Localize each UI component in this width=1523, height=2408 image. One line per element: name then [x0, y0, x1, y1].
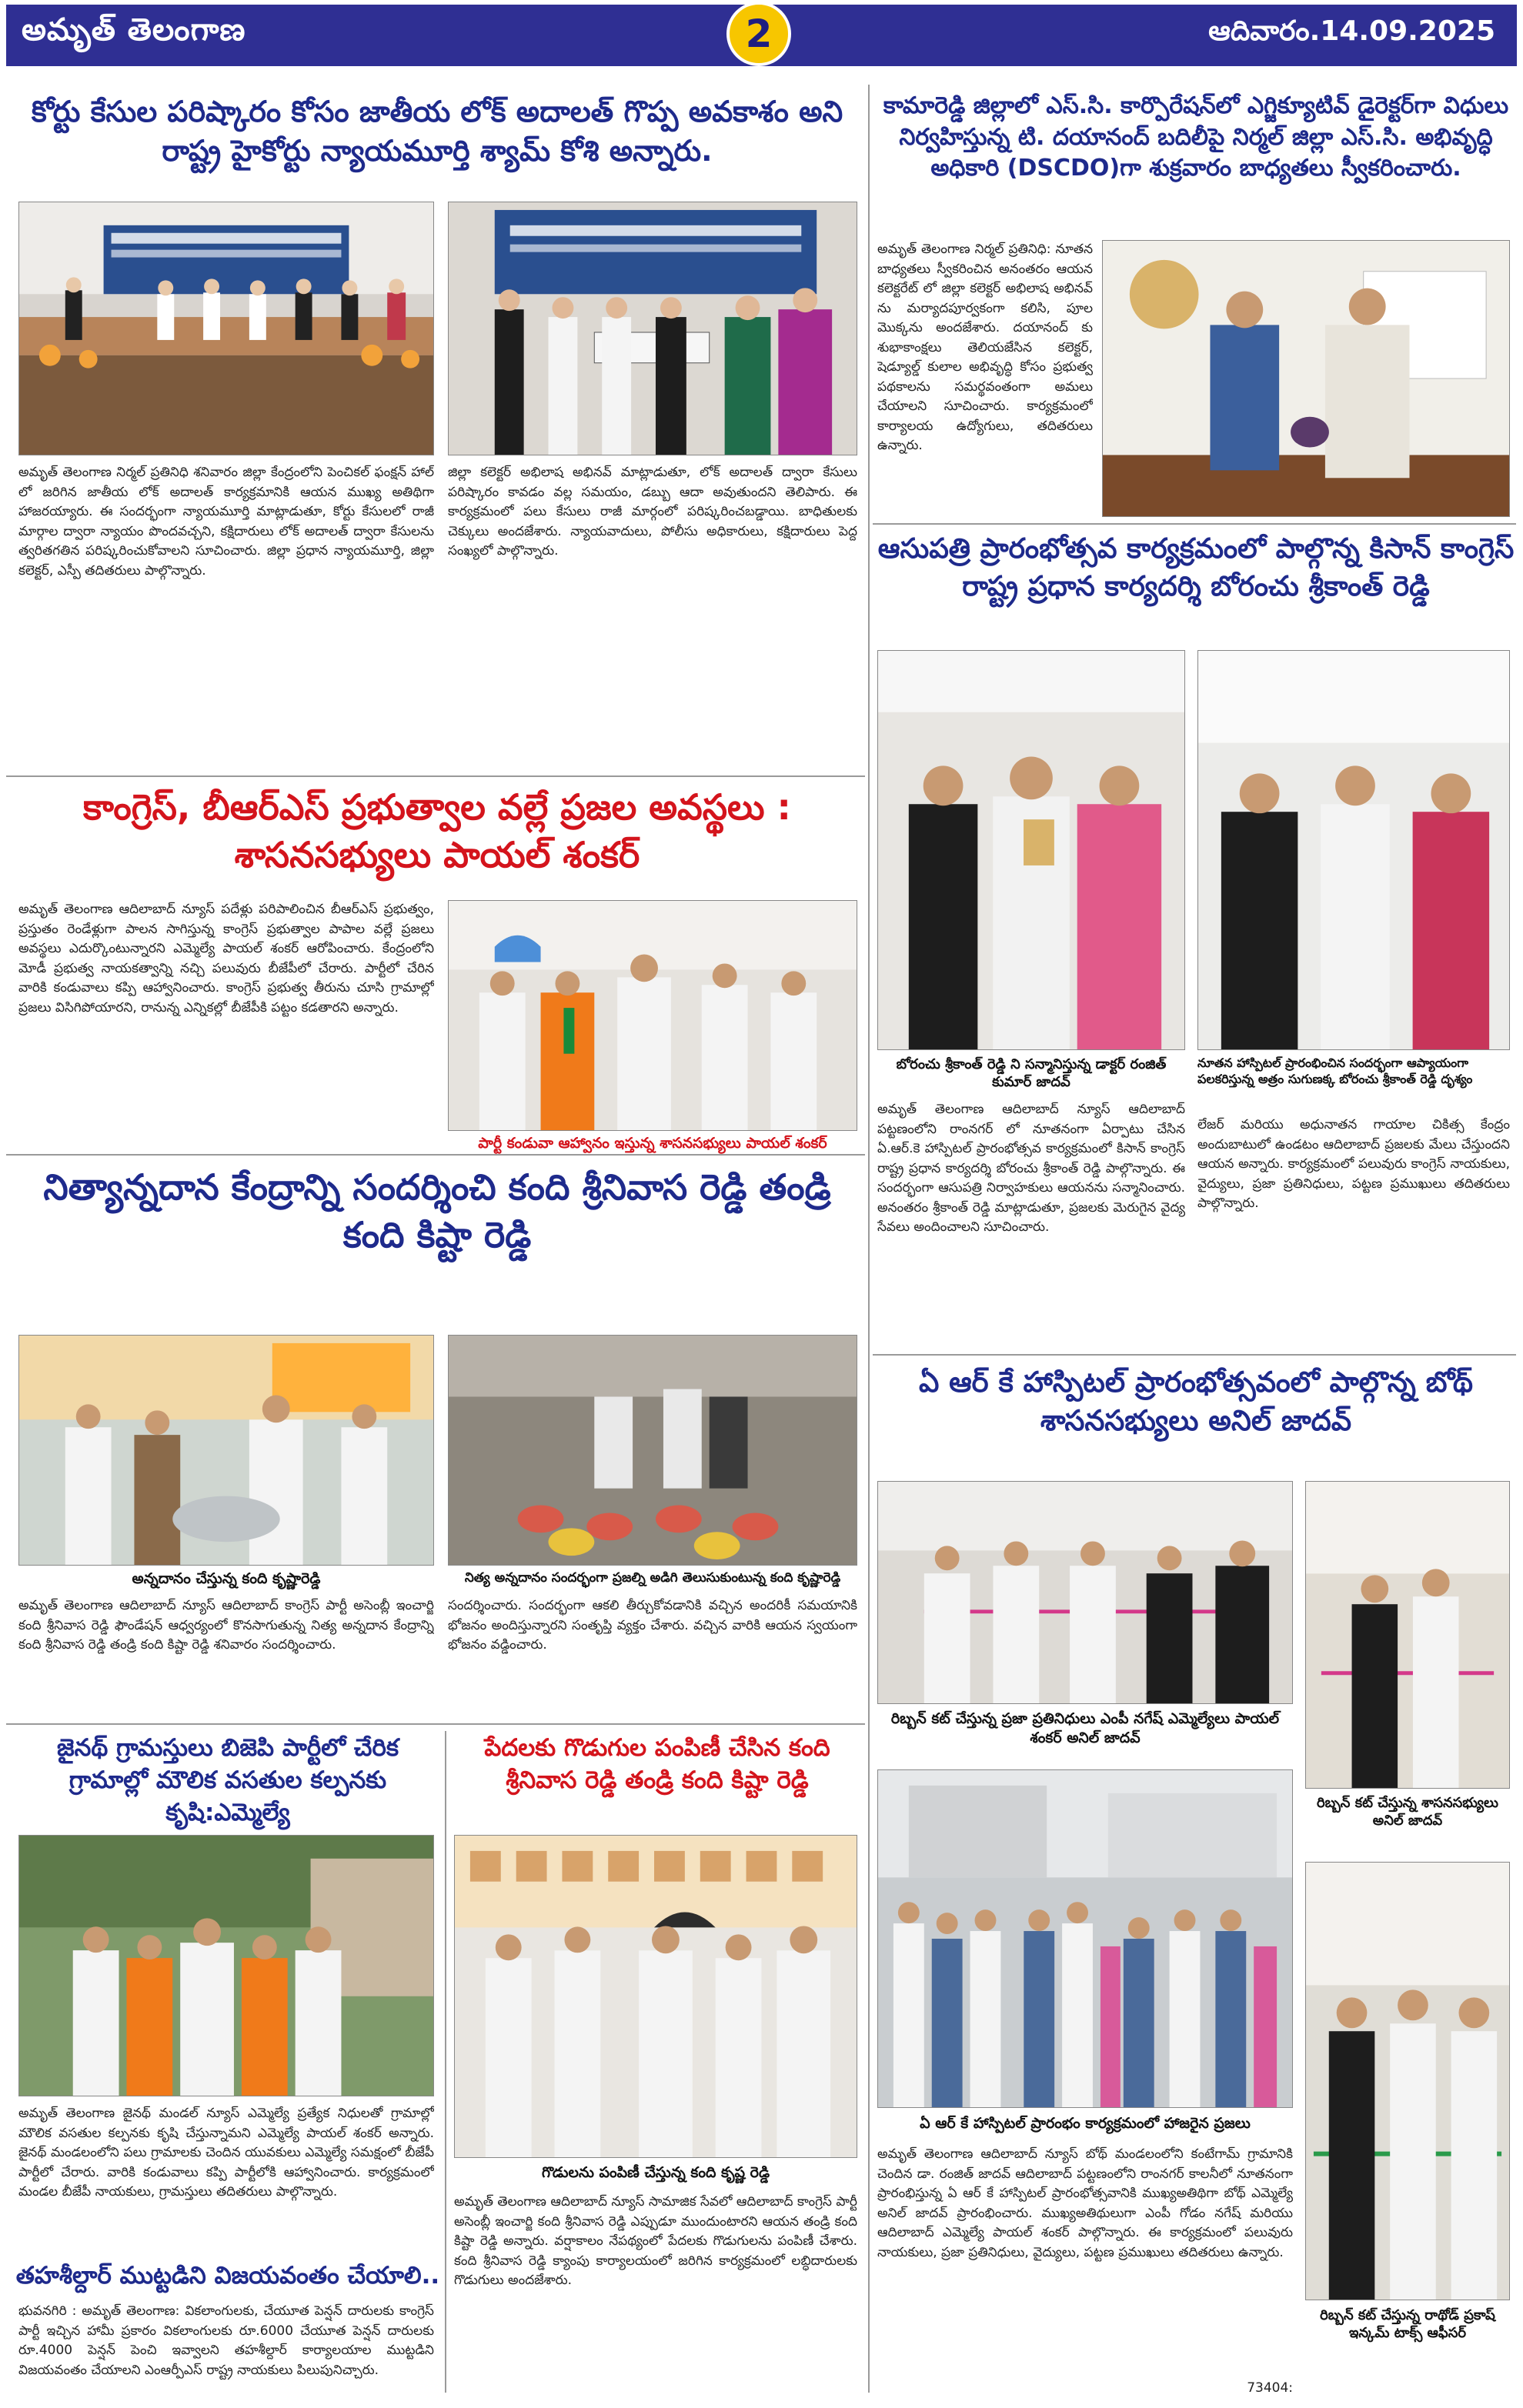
caption-umbrella-distribution: గొడులను పంపిణీ చేస్తున్న కంది కృష్ణ రెడ్డి: [541, 2164, 770, 2181]
photo-lok-adalat-cheque: [448, 202, 857, 455]
body-ark-hospital: అమృత్ తెలంగాణ ఆదిలాబాద్ న్యూస్ బోథ్ మండలంలోని కంటేగామ్ గ్రామానికి చెందిన డా. రంజిత్ జాదవ్ ఆదిలాబాద్ పట్టణంలోని రాంనగర్ కాలనీలో నూతనంగా ప్రారంభిస్తున్న ఏ ఆర్ కే హాస్పిటల్ ప్రారంభోత్సవానికి ముఖ్యఅతిథిగా బోథ్ ఎమ్మెల్యే అనిల్ జాదవ్ ప్రారంభించారు. ముఖ్యఅతిథులుగా ఎంపీ గోడం నగేష్ మరియు ఆదిలాబాద్ ఎమ్మెల్యే పాయల్ శంకర్ పాల్గొన్నారు. ఈ కార్యక్రమంలో పలువురు నాయకులు, ప్రజా ప్రతినిధులు, వైద్యులు, పట్టణ ప్రముఖులు తదితరులు ఉన్నారు.: [877, 2146, 1293, 2260]
photo-hospital-felicitation: [877, 650, 1185, 1050]
body-bjp-joining: అమృత్ తెలంగాణ జైనథ్ మండల్ న్యూస్ ఎమ్మెల్యే ప్రత్యేక నిధులతో గ్రామాల్లో మౌలిక వసతుల కల్పనకు కృషి చేస్తున్నామని ఎమ్మెల్యే పాయల్ శంకర్ అన్నారు. జైనథ్ మండలంలోని పలు గ్రామాలకు చెందిన యువకులు ఎమ్మెల్యే సమక్షంలో బీజేపీ పార్టీలో చేరారు. వారికి కండువాలు కప్పి పార్టీలోకి ఆహ్వానించారు. కార్యక్రమంలో మండల బీజేపీ నాయకులు, గ్రామస్తులు తదితరులు పాల్గొన్నారు.: [18, 2106, 434, 2200]
photo-umbrella-distribution: [454, 1835, 857, 2158]
photo-party-joining: [448, 900, 857, 1131]
photo-ark-crowd: [877, 1769, 1293, 2108]
section-divider: [6, 1723, 865, 1725]
body-lok-adalat-left: అమృత్ తెలంగాణ నిర్మల్ ప్రతినిధి శనివారం జిల్లా కేంద్రంలోని పెంచికల్ ఫంక్షన్ హాల్ లో జరిగిన జాతీయ లోక్ అదాలత్ కార్యక్రమానికి ఆయన ముఖ్య అతిథిగా హాజరయ్యారు. ఈ సందర్భంగా న్యాయమూర్తి మాట్లాడుతూ, కోర్టు కేసులలో రాజీ మార్గాల ద్వారా న్యాయం పొందవచ్చని, కక్షిదారులు లోక్ అదాలత్ ద్వారా కేసులను త్వరితగతిన పరిష్కరించుకోవాలని సూచించారు. జిల్లా ప్రధాన న్యాయమూర్తి, జిల్లా కలెక్టర్, ఎస్పీ తదితరులు పాల్గొన్నారు.: [18, 465, 434, 579]
photo-ark-ribbon-officer: [1305, 1862, 1510, 2300]
section-divider: [873, 1354, 1516, 1356]
section-divider: [6, 775, 865, 777]
article-code: 73404:: [1247, 2380, 1293, 2396]
photo-dscdo-meeting: [1102, 240, 1510, 517]
caption-ark-ribbon-officer: రిబ్బన్ కట్ చేస్తున్న రాథోడ్ ప్రకాష్ ఇన్కమ్ టాక్స్ ఆఫీసర్: [1320, 2307, 1495, 2342]
photo-annadanam-hall: [448, 1335, 857, 1566]
caption-hospital-felicitation: బోరంచు శ్రీకాంత్ రెడ్డి ని సన్మానిస్తున్న డాక్టర్ రంజిత్ కుమార్ జాదవ్: [896, 1056, 1167, 1091]
caption-ark-crowd: ఏ ఆర్ కే హాస్పిటల్ ప్రారంభం కార్యక్రమంలో హాజరైన ప్రజలు: [920, 2115, 1251, 2132]
section-divider: [873, 523, 1516, 525]
caption-annadanam-hall: నిత్య అన్నదానం సందర్భంగా ప్రజల్ని అడిగి తెలుసుకుంటున్న కంది కృష్ణారెడ్డి: [464, 1570, 841, 1586]
photo-ark-ribbon-side: [1305, 1481, 1510, 1789]
body-nityannadanam-left: అమృత్ తెలంగాణ ఆదిలాబాద్ న్యూస్ ఆదిలాబాద్ కాంగ్రెస్ పార్టీ అసెంబ్లీ ఇంచార్జి కంది శ్రీనివాస రెడ్డి ఫౌండేషన్ ఆధ్వర్యంలో కొనసాగుతున్న నిత్య అన్నదాన కేంద్రాన్ని కంది శ్రీనివాస రెడ్డి తండ్రి కంది కిష్టా రెడ్డి శనివారం సందర్శించారు.: [18, 1598, 434, 1653]
headline-umbrella-distribution: పేదలకు గొడుగుల పంపిణీ చేసిన కంది శ్రీనివాస రెడ్డి తండ్రి కంది కిష్టా రెడ్డి: [484, 1734, 830, 1794]
newspaper-title: అమృత్ తెలంగాణ: [22, 12, 246, 48]
photo-hospital-greeting: [1197, 650, 1510, 1050]
caption-annadanam-serving: అన్నదానం చేస్తున్న కంది కృష్ణారెడ్డి: [132, 1570, 321, 1587]
headline-hospital-opening: ఆసుపత్రి ప్రారంభోత్సవ కార్యక్రమంలో పాల్గొన్న కిసాన్ కాంగ్రెస్ రాష్ట్ర ప్రధాన కార్యదర్శి బోరంచు శ్రీకాంత్ రెడ్డి: [877, 533, 1515, 602]
issue-date: ఆదివారం.14.09.2025: [1208, 15, 1495, 47]
body-tahsildar: భువనగిరి : అమృత్ తెలంగాణ: వికలాంగులకు, చేయూత పెన్షన్ దారులకు కాంగ్రెస్ పార్టీ ఇచ్చిన హామీ ప్రకారం వికలాంగులకు రూ.6000 చేయూత పెన్షన్ దారులకు రూ.4000 పెన్షన్ పెంచి ఇవ్వాలని తహశీల్దార్ కార్యాలయాల ముట్టడిని విజయవంతం చేయాలని ఎంఆర్పీఎస్ రాష్ట్ర నాయకులు పిలుపునిచ్చారు.: [18, 2303, 434, 2378]
headline-payal-shankar: కాంగ్రెస్, బీఆర్ఎస్ ప్రభుత్వాల వల్లే ప్రజల అవస్థలు : శాసనసభ్యులు పాయల్ శంకర్: [83, 786, 791, 876]
caption-party-joining: పార్టీ కండువా ఆహ్వానం ఇస్తున్న శాసనసభ్యులు పాయల్ శంకర్: [478, 1135, 827, 1152]
photo-bjp-joining: [18, 1835, 434, 2096]
caption-ark-ribbon-cutting: రిబ్బన్ కట్ చేస్తున్న ప్రజా ప్రతినిధులు ఎంపీ నగేష్ ఎమ్మెల్యేలు పాయల్ శంకర్ అనిల్ జాదవ్: [890, 1710, 1280, 1746]
headline-bjp-joining: జైనథ్ గ్రామస్తులు బిజెపి పార్టీలో చేరిక గ్రామాల్లో మౌలిక వసతుల కల్పనకు కృషి:ఎమ్మెల్యే: [56, 1734, 399, 1826]
headline-lok-adalat: కోర్టు కేసుల పరిష్కారం కోసం జాతీయ లోక్ అదాలత్ గొప్ప అవకాశం అని రాష్ట్ర హైకోర్టు న్యాయమూర్తి శ్యామ్ కోశి అన్నారు.: [31, 95, 843, 168]
photo-annadanam-serving: [18, 1335, 434, 1566]
headline-nityannadanam: నిత్యాన్నదాన కేంద్రాన్ని సందర్శించి కంది శ్రీనివాస రెడ్డి తండ్రి కంది కిష్టా రెడ్డి: [43, 1166, 831, 1256]
photo-ark-ribbon-cutting: [877, 1481, 1293, 1704]
body-dscdo: అమృత్ తెలంగాణ నిర్మల్ ప్రతినిధి: నూతన బాధ్యతలు స్వీకరించిన అనంతరం ఆయన కలెక్టరేట్ లో జిల్లా కలెక్టర్ అభిలాష అభినవ్ ను మర్యాదపూర్వకంగా కలిసి, పూల మొక్కను అందజేశారు. దయానంద్ కు శుభాకాంక్షలు తెలియజేసిన కలెక్టర్, షెడ్యూల్డ్ కులాల అభివృద్ధి కోసం ప్రభుత్వ పథకాలను సమర్థవంతంగా అమలు చేయాలని సూచించారు. కార్యక్రమంలో కార్యాలయ ఉద్యోగులు, తదితరులు ఉన్నారు.: [877, 242, 1093, 453]
body-payal-shankar: అమృత్ తెలంగాణ ఆదిలాబాద్ న్యూస్ పదేళ్లు పరిపాలించిన బీఆర్ఎస్ ప్రభుత్వం, ప్రస్తుతం రెండేళ్లుగా పాలన సాగిస్తున్న కాంగ్రెస్ ప్రభుత్వాల పాపాల వల్లే ప్రజలు అవస్థలు ఎదుర్కొంటున్నారని ఎమ్మెల్యే పాయల్ శంకర్ ఆరోపించారు. కేంద్రంలోని మోడీ ప్రభుత్వ నాయకత్వాన్ని నచ్చి పలువురు బీజేపీలో చేరారు. పార్టీలో చేరిన వారికి కండువాలు కప్పి ఆహ్వానించారు. కాంగ్రెస్ ప్రభుత్వ తీరును చూసి గ్రామాల్లో ప్రజలు విసిగిపోయారని, రానున్న ఎన్నికల్లో బీజేపీకి పట్టం కడతారని అన్నారు.: [18, 902, 434, 1016]
photo-lok-adalat-stage: [18, 202, 434, 455]
headline-dscdo: కామారెడ్డి జిల్లాలో ఎస్.సి. కార్పొరేషన్‌లో ఎగ్జిక్యూటివ్ డైరెక్టర్‌గా విధులు నిర్వహిస్తున్న టి. దయానంద్ బదిలీపై నిర్మల్ జిల్లా ఎస్.సి. అభివృద్ధి అధికారి (DSCDO)గా శుక్రవారం బాధ్యతలు స్వీకరించారు.: [883, 92, 1509, 182]
headline-ark-hospital: ఏ ఆర్ కే హాస్పిటల్ ప్రారంభోత్సవంలో పాల్గొన్న బోథ్ శాసనసభ్యులు అనిల్ జాదవ్: [918, 1366, 1474, 1437]
body-hospital-opening-left: అమృత్ తెలంగాణ ఆదిలాబాద్ న్యూస్ ఆదిలాబాద్ పట్టణంలోని రాంనగర్ లో నూతనంగా ఏర్పాటు చేసిన ఏ.ఆర్.కె హాస్పిటల్ ప్రారంభోత్సవ కార్యక్రమంలో కిసాన్ కాంగ్రెస్ రాష్ట్ర ప్రధాన కార్యదర్శి బోరంచు శ్రీకాంత్ రెడ్డి పాల్గొన్నారు. ఈ సందర్భంగా ఆసుపత్రి నిర్వాహకులు ఆయనను సన్మానించారు. అనంతరం శ్రీకాంత్ రెడ్డి మాట్లాడుతూ, ప్రజలకు మెరుగైన వైద్య సేవలు అందించాలని సూచించారు.: [877, 1102, 1185, 1235]
body-nityannadanam-right: సందర్శించారు. సందర్భంగా ఆకలి తీర్చుకోవడానికి వచ్చిన అందరికీ సమయానికి భోజనం అందిస్తున్నారని సంతృప్తి వ్యక్తం చేశారు. వచ్చిన వారికి ఆయన స్వయంగా భోజనం వడ్డించారు.: [448, 1598, 857, 1653]
section-divider: [6, 1154, 865, 1156]
body-umbrella-distribution: అమృత్ తెలంగాణ ఆదిలాబాద్ న్యూస్ సామాజిక సేవలో ఆదిలాబాద్ కాంగ్రెస్ పార్టీ అసెంబ్లీ ఇంచార్జి కంది శ్రీనివాస రెడ్డి ఎప్పుడూ ముందుంటారని ఆయన తండ్రి కంది కిష్టా రెడ్డి అన్నారు. వర్షాకాలం నేపథ్యంలో పేదలకు గొడుగులను పంపిణీ చేశారు. కంది శ్రీనివాస రెడ్డి క్యాంపు కార్యాలయంలో జరిగిన కార్యక్రమంలో లబ్ధిదారులకు గొడుగులు అందజేశారు.: [454, 2194, 857, 2288]
body-lok-adalat-right: జిల్లా కలెక్టర్ అభిలాష అభినవ్ మాట్లాడుతూ, లోక్ అదాలత్ ద్వారా కేసులు పరిష్కారం కావడం వల్ల సమయం, డబ్బు ఆదా అవుతుందని తెలిపారు. ఈ కార్యక్రమంలో పలు కేసులు రాజీ మార్గంలో పరిష్కరించబడ్డాయి. బాధితులకు చెక్కులు అందజేశారు. న్యాయవాదులు, పోలీసు అధికారులు, కక్షిదారులు పెద్ద సంఖ్యలో పాల్గొన్నారు.: [448, 465, 857, 559]
caption-ark-ribbon-side: రిబ్బన్ కట్ చేస్తున్న శాసనసభ్యులు అనిల్ జాదవ్: [1316, 1795, 1499, 1829]
column-divider: [445, 1731, 446, 2393]
page-number-badge: 2: [726, 2, 791, 66]
caption-hospital-greeting: నూతన హాస్పిటల్ ప్రారంభించిన సందర్భంగా ఆప్యాయంగా పలకరిస్తున్న అత్రం సుగుణక్క బోరంచు శ్రీకాంత్ రెడ్డి దృశ్యం: [1197, 1056, 1473, 1086]
headline-tahsildar: తహశీల్దార్ ముట్టడిని విజయవంతం చేయాలి..: [15, 2262, 440, 2290]
body-hospital-opening-right: లేజర్ మరియు అధునాతన గాయాల చికిత్స కేంద్రం అందుబాటులో ఉండటం ఆదిలాబాద్ ప్రజలకు మేలు చేస్తుందని ఆయన అన్నారు. కార్యక్రమంలో పలువురు కాంగ్రెస్ నాయకులు, వైద్యులు, ప్రజా ప్రతినిధులు, పట్టణ ప్రముఖులు తదితరులు పాల్గొన్నారు.: [1197, 1117, 1510, 1211]
column-divider: [868, 85, 870, 2393]
